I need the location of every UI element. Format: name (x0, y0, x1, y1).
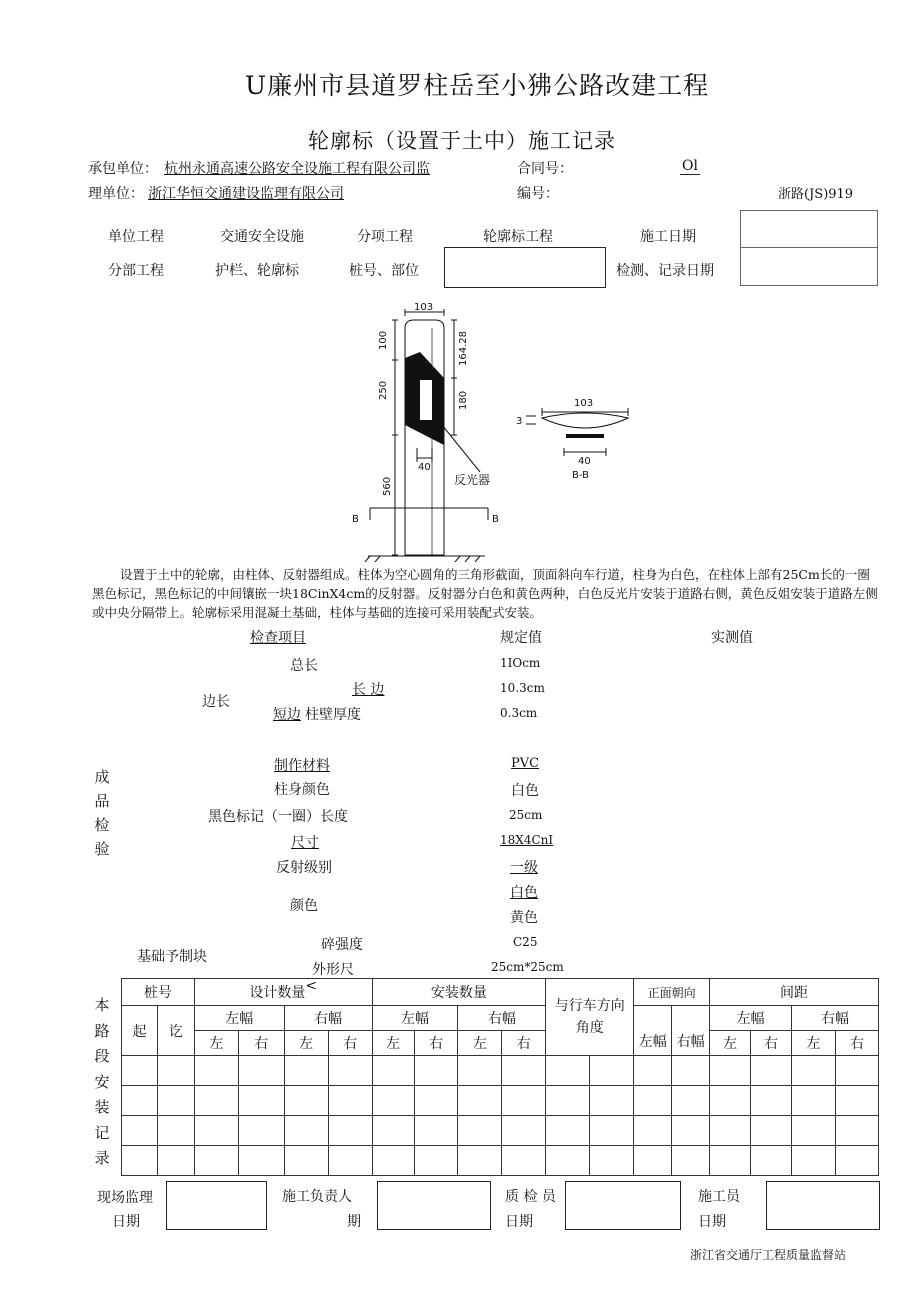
strength-label: 碎强度 (321, 937, 363, 953)
short-side-label: 短边 (273, 707, 301, 723)
install-record-label: 本 路 段 安 装 记 录 (94, 996, 110, 1167)
table-row[interactable] (122, 1146, 879, 1176)
head-actual: 实测值 (711, 630, 753, 646)
col-to: 讫 (157, 1006, 194, 1056)
unit-project-value: 交通安全设施 (220, 229, 304, 245)
description-text: 设置于土中的轮廓，由柱体、反射器组成。柱体为空心圆角的三角形截面，顶面斜向车行道，柱身为白色，在柱体上部有25Cm长的一圈黑色标记，黑色标记的中间镶嵌一块18CinX4cm的反射器。反射器分白色和黄色两种，白色反光片安装于道路右侧，黄色反姐安装于道路左侧或中央分隔带上。轮廓标采用混凝土基础，柱体与基础的连接可采用装配式安装。 (92, 567, 878, 620)
sub-item-label: 分项工程 (357, 229, 413, 245)
serial-label: 编号： (517, 186, 559, 202)
sub-item-value: 轮廓标工程 (483, 229, 553, 245)
h-right: 右 (502, 1031, 546, 1056)
strength-value: C25 (513, 935, 538, 949)
col-design-qty: 设计数量< (194, 979, 372, 1006)
date2-label: 期 (347, 1214, 361, 1230)
h-right: 右 (238, 1031, 284, 1056)
inspector-label: 质 检 员 (505, 1189, 556, 1205)
design-right-width: 右幅 (284, 1006, 372, 1031)
facing-right-width: 右幅 (672, 1006, 710, 1056)
body-color-value: 白色 (511, 783, 539, 799)
section-dim-3: 3 (516, 416, 523, 427)
wall-label: 柱壁厚度 (305, 707, 361, 723)
serial-value: 浙路(JS)919 (778, 187, 854, 202)
facing-left-width: 左幅 (634, 1006, 672, 1056)
wall-value: 0.3cm (500, 706, 538, 720)
reflector-label: 反光器 (454, 473, 491, 487)
size-label: 尺寸 (291, 835, 319, 851)
table-row[interactable] (122, 1116, 879, 1146)
dim-40: 40 (418, 462, 431, 473)
contractor-value: 杭州永通高速公路安全设施工程有限公司监 (164, 161, 430, 177)
dim-top: 103 (414, 302, 434, 313)
dim-164: 164.28 (458, 331, 469, 366)
supervisor-label: 理单位： (88, 186, 144, 202)
head-item: 检查项目 (250, 630, 306, 646)
delineator-drawing (340, 300, 660, 562)
station-field[interactable] (444, 247, 606, 288)
construction-lead-sign[interactable] (377, 1181, 491, 1230)
total-length-label: 总长 (290, 658, 318, 674)
install-right-width: 右幅 (458, 1006, 546, 1031)
h-right: 右 (328, 1031, 372, 1056)
col-install-qty: 安装数量 (372, 979, 546, 1006)
h-right: 右 (751, 1031, 792, 1056)
spacing-right-width: 右幅 (791, 1006, 878, 1031)
check-date-field[interactable] (740, 247, 878, 286)
date1-label: 日期 (112, 1214, 140, 1230)
section-label: B-B (572, 470, 589, 481)
dim-250: 250 (378, 380, 389, 400)
check-date-label: 检测、记录日期 (616, 263, 714, 279)
black-mark-value: 25cm (509, 808, 543, 822)
head-spec: 规定值 (500, 630, 542, 646)
page-subtitle: 轮廓标（设置于土中）施工记录 (308, 129, 616, 153)
contract-no-value: Ol (682, 158, 698, 174)
dim-560: 560 (382, 476, 393, 496)
table-row[interactable] (122, 1056, 879, 1086)
h-left: 左 (194, 1031, 238, 1056)
section-dim-103: 103 (574, 398, 594, 409)
size-value: 18X4CnI (500, 833, 554, 847)
page-title: U廉州市县道罗柱岳至小狒公路改建工程 (245, 71, 710, 100)
product-check-label: 成 品 检 验 (94, 768, 110, 858)
h-right: 右 (414, 1031, 458, 1056)
col-from: 起 (122, 1006, 158, 1056)
dim-100: 100 (378, 330, 389, 350)
footer-agency: 浙江省交通厅工程质量监督站 (690, 1248, 847, 1262)
site-supervisor-sign[interactable] (166, 1181, 267, 1230)
color-value-yellow: 黄色 (510, 910, 538, 926)
h-left: 左 (791, 1031, 835, 1056)
spacing-left-width: 左幅 (710, 1006, 792, 1031)
grade-label: 反射级别 (276, 860, 332, 876)
build-date-label: 施工日期 (640, 229, 696, 245)
division-label: 分部工程 (108, 263, 164, 279)
col-front-facing: 正面朝向 (634, 979, 710, 1006)
h-left: 左 (372, 1031, 414, 1056)
design-left-width: 左幅 (194, 1006, 284, 1031)
long-side-value: 10.3cm (500, 681, 545, 695)
worker-label: 施工员 (698, 1189, 740, 1205)
col-station: 桩号 (122, 979, 195, 1006)
long-side-label: 长 边 (352, 682, 385, 698)
section-b-right: B (492, 514, 499, 525)
shape-value: 25cm*25cm (491, 960, 564, 974)
material-label: 制作材料 (274, 758, 330, 774)
dim-180: 180 (458, 390, 469, 410)
h-left: 左 (710, 1031, 751, 1056)
inspector-sign[interactable] (565, 1181, 681, 1230)
unit-project-label: 单位工程 (108, 229, 164, 245)
shape-label: 外形尺 (312, 962, 354, 978)
section-dim-40: 40 (578, 456, 591, 467)
material-value: PVC (511, 756, 540, 771)
col-angle: 与行车方向角度 (546, 979, 634, 1056)
contractor-label: 承包单位： (88, 161, 158, 177)
color-label: 颜色 (290, 898, 318, 914)
col-spacing: 间距 (710, 979, 879, 1006)
side-label: 边长 (202, 694, 230, 710)
supervisor-value: 浙江华恒交通建设监理有限公司 (148, 186, 344, 202)
worker-sign[interactable] (766, 1181, 880, 1230)
h-left: 左 (284, 1031, 328, 1056)
station-label: 桩号、部位 (349, 263, 419, 279)
black-mark-label: 黑色标记（一圈）长度 (208, 809, 348, 825)
site-supervisor-label: 现场监理 (97, 1190, 153, 1206)
color-value-white: 白色 (510, 885, 538, 901)
division-value: 护栏、轮廓标 (215, 263, 299, 279)
contract-no-label: 合同号： (517, 161, 573, 177)
build-date-field[interactable] (740, 210, 878, 248)
total-length-value: 1IOcm (500, 656, 541, 670)
grade-value: 一级 (510, 860, 538, 876)
date4-label: 日期 (698, 1214, 726, 1230)
install-left-width: 左幅 (372, 1006, 458, 1031)
h-left: 左 (458, 1031, 502, 1056)
construction-lead-label: 施工负责人 (282, 1189, 352, 1205)
date3-label: 日期 (505, 1214, 533, 1230)
h-right: 右 (835, 1031, 878, 1056)
body-color-label: 柱身颜色 (274, 782, 330, 798)
section-b-left: B (352, 514, 359, 525)
precast-label: 基础予制块 (137, 949, 207, 965)
install-table (121, 978, 879, 1176)
table-row[interactable] (122, 1086, 879, 1116)
